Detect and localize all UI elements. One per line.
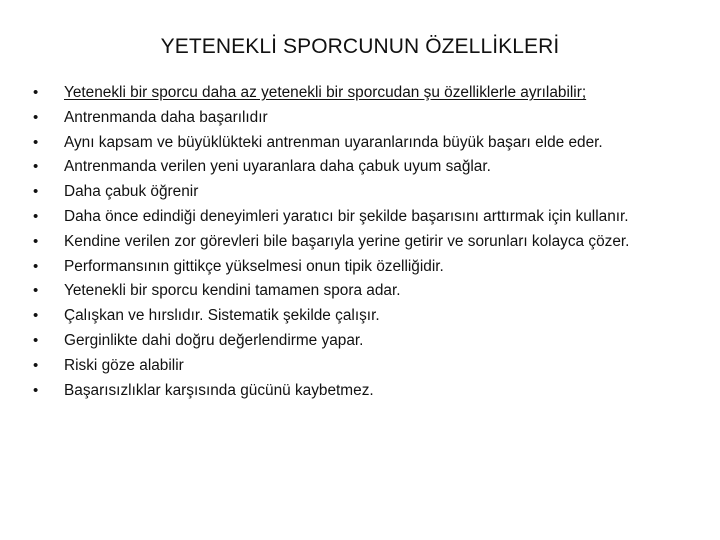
bullet-item <box>33 329 713 354</box>
bullet-item <box>33 155 713 180</box>
bullet-text: Aynı kapsam ve büyüklükteki antrenman uyaranlarında büyük başarı elde eder. <box>64 133 603 151</box>
bullet-text: Daha önce edindiği deneyimleri yaratıcı bir şekilde başarısını arttırmak için kullanır. <box>64 207 629 225</box>
bullet-item <box>33 106 713 131</box>
bullet-item <box>33 279 713 304</box>
bullet-item <box>33 255 713 280</box>
bullet-text: Daha çabuk öğrenir <box>64 183 199 201</box>
bullet-text: Başarısızlıklar karşısında gücünü kaybetmez. <box>64 381 374 399</box>
bullet-item <box>33 230 713 255</box>
bullet-text: Performansının gittikçe yükselmesi onun tipik özelliğidir. <box>64 257 444 275</box>
bullet-text: Yetenekli bir sporcu kendini tamamen spora adar. <box>64 282 401 300</box>
bullet-text: Çalışkan ve hırslıdır. Sistematik şekilde çalışır. <box>64 307 380 325</box>
bullet-text: Yetenekli bir sporcu daha az yetenekli bir sporcudan şu özelliklerle ayrılabilir; <box>64 84 587 101</box>
bullet-item <box>33 354 713 379</box>
bullet-item <box>33 131 713 156</box>
bullet-item <box>33 205 713 230</box>
bullet-item <box>33 81 713 106</box>
bullet-text: Kendine verilen zor görevleri bile başarıyla yerine getirir ve sorunları kolayca çözer. <box>64 232 630 250</box>
bullet-text: Antrenmanda daha başarılıdır <box>64 108 268 126</box>
bullet-item <box>33 379 713 404</box>
bullet-text: Riski göze alabilir <box>64 356 184 374</box>
bullet-item <box>33 180 713 205</box>
slide-title: YETENEKLİ SPORCUNUN ÖZELLİKLERİ <box>160 35 560 58</box>
bullet-item <box>33 304 713 329</box>
bullet-list <box>33 81 713 403</box>
bullet-text: Gerginlikte dahi doğru değerlendirme yapar. <box>64 331 364 349</box>
bullet-text: Antrenmanda verilen yeni uyaranlara daha çabuk uyum sağlar. <box>64 158 491 176</box>
